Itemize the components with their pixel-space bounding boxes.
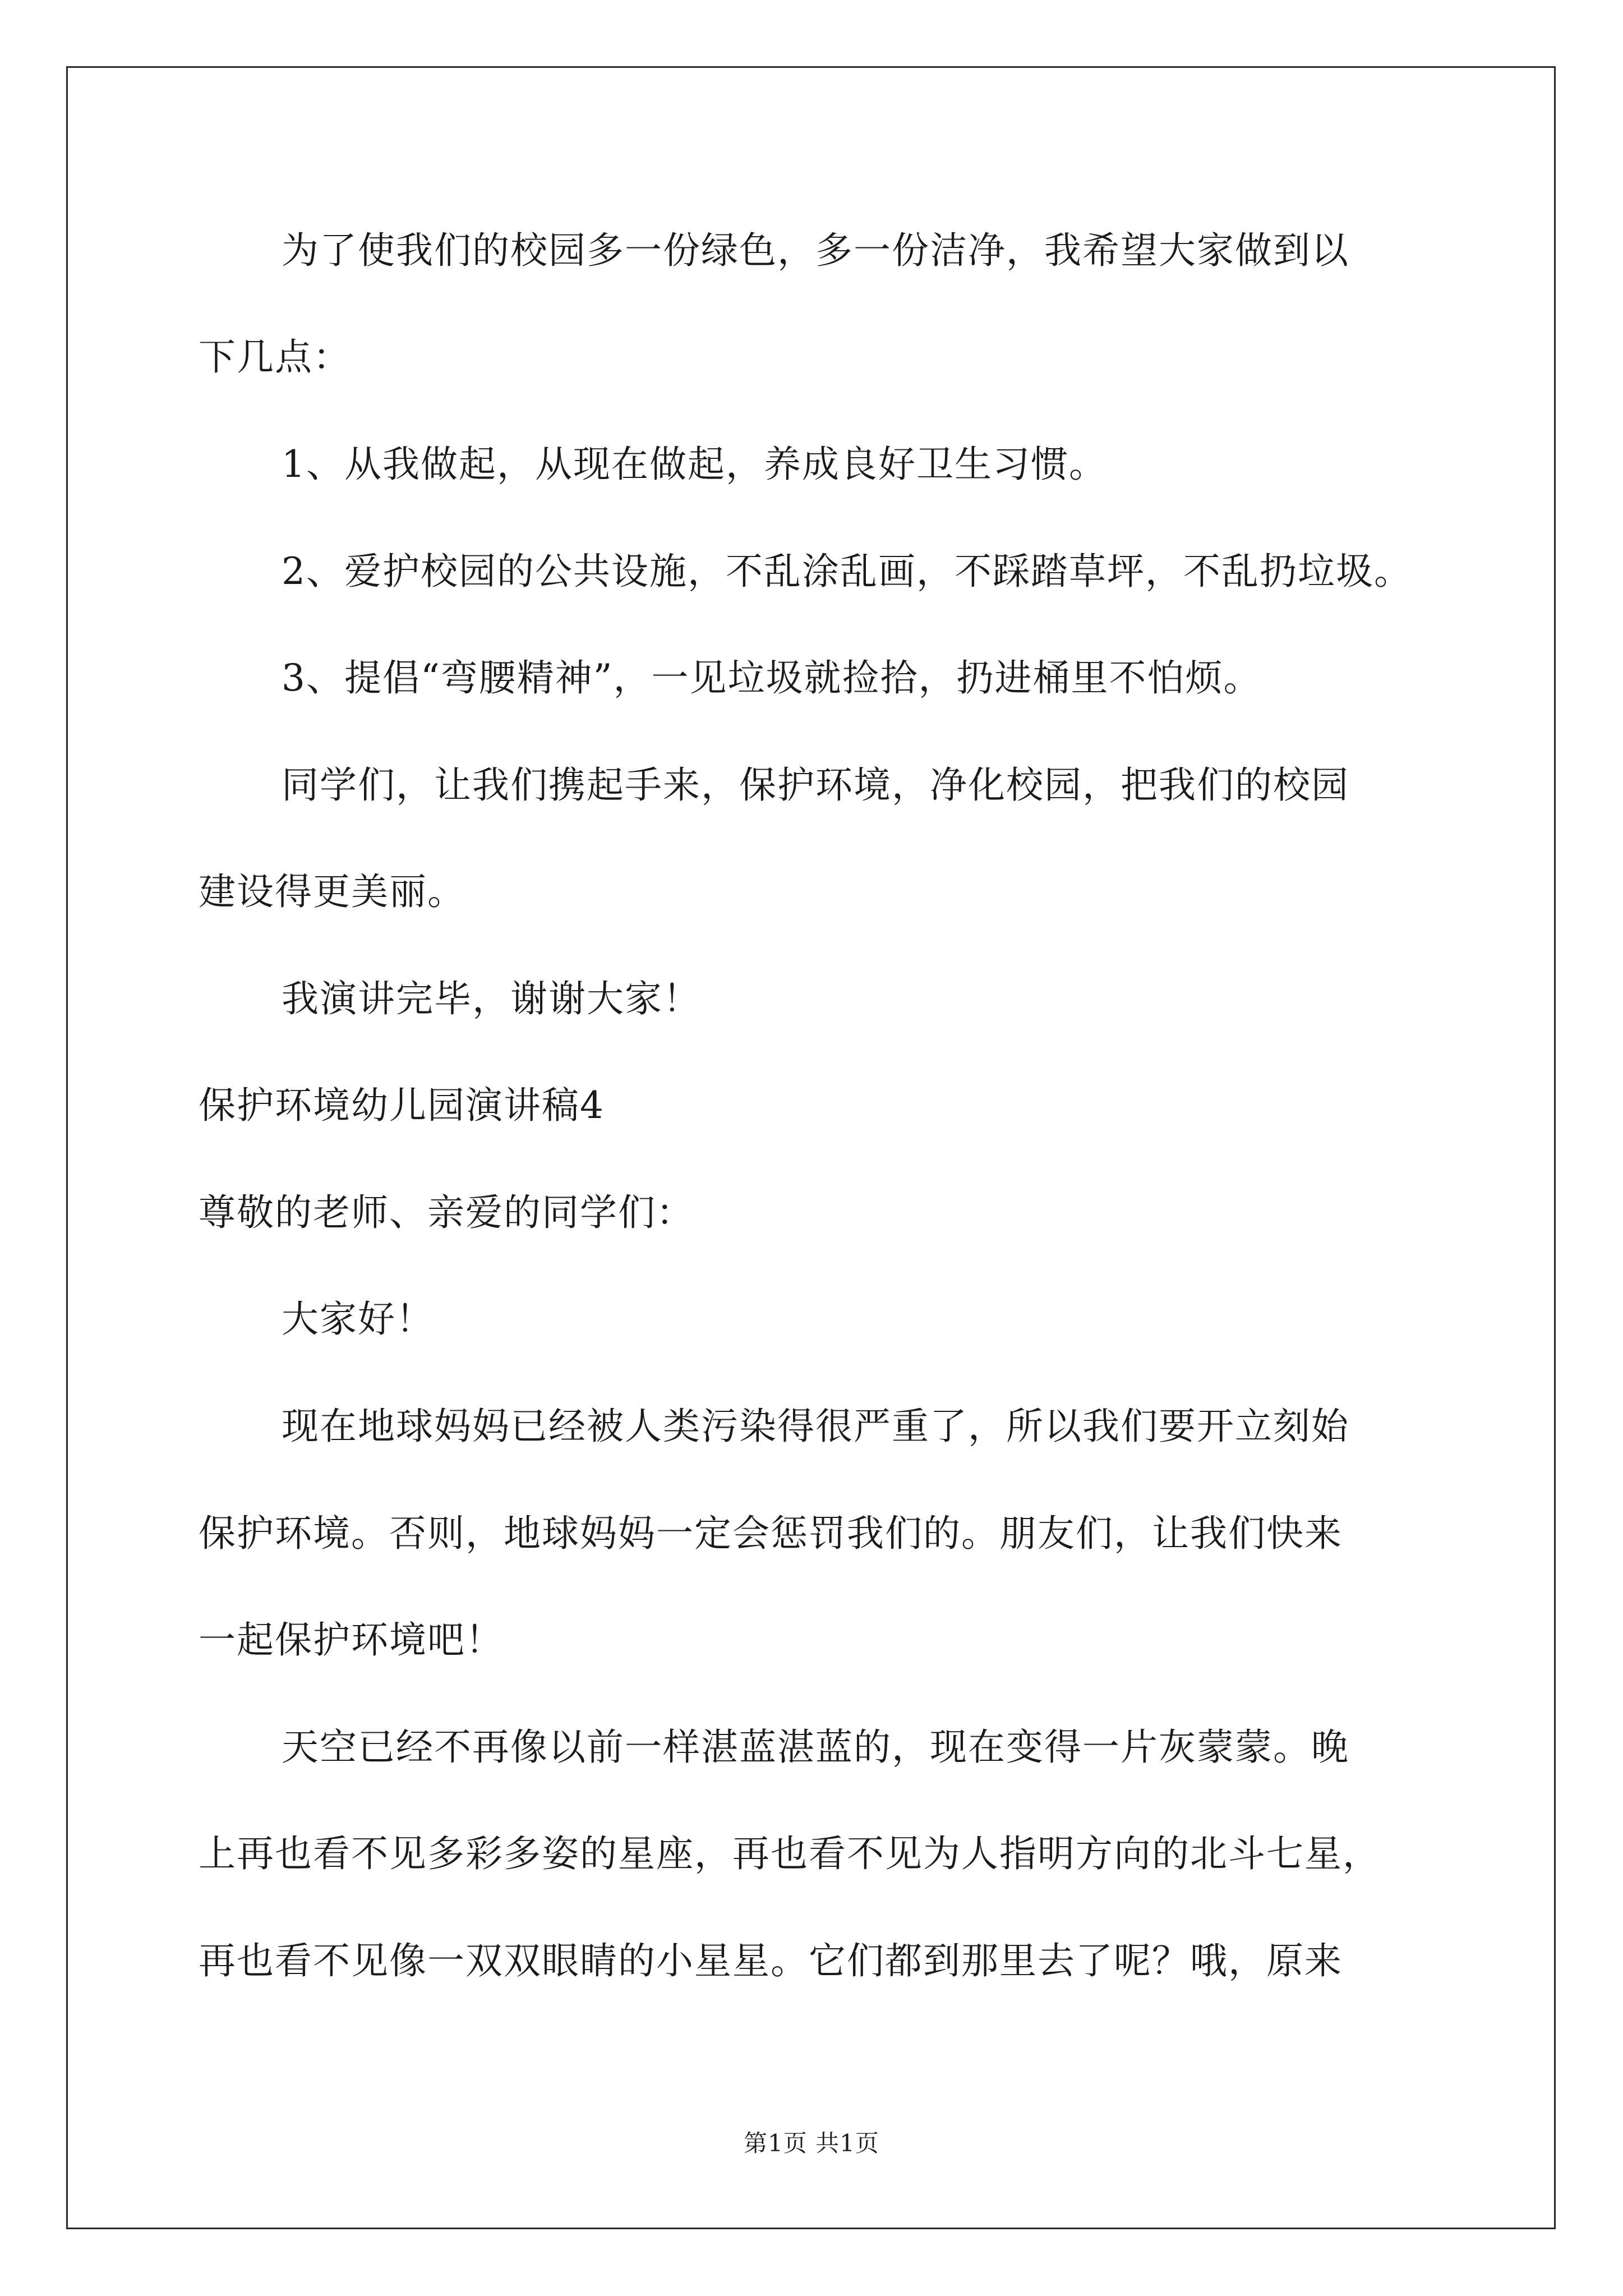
paragraph-line: 一起保护环境吧！: [199, 1618, 504, 1662]
paragraph-line: 上再也看不见多彩多姿的星座，再也看不见为人指明方向的北斗七星，: [199, 1832, 1381, 1875]
page-border: [66, 66, 1556, 2229]
paragraph-line: 同学们，让我们携起手来，保护环境，净化校园，把我们的校园: [282, 763, 1349, 807]
paragraph-line: 下几点：: [199, 335, 351, 379]
paragraph-line: 为了使我们的校园多一份绿色，多一份洁净，我希望大家做到以: [282, 229, 1349, 272]
list-item-3: 3、提倡“弯腰精神”，一见垃圾就捡拾，扔进桶里不怕烦。: [282, 656, 1262, 700]
paragraph-line: 现在地球妈妈已经被人类污染得很严重了，所以我们要开立刻始: [282, 1405, 1349, 1448]
section-title: 保护环境幼儿园演讲稿4: [199, 1084, 605, 1127]
list-item-2: 2、爱护校园的公共设施，不乱涂乱画，不踩踏草坪，不乱扔垃圾。: [282, 550, 1412, 593]
closing-line: 我演讲完毕，谢谢大家！: [282, 977, 701, 1020]
salutation: 尊敬的老师、亲爱的同学们：: [199, 1191, 694, 1234]
paragraph-line: 建设得更美丽。: [199, 870, 465, 913]
list-item-1: 1、从我做起，从现在做起，养成良好卫生习惯。: [282, 443, 1107, 486]
greeting: 大家好！: [282, 1297, 434, 1341]
paragraph-line: 天空已经不再像以前一样湛蓝湛蓝的，现在变得一片灰蒙蒙。晚: [282, 1726, 1349, 1769]
page-footer: 第1页 共1页: [744, 2129, 879, 2157]
paragraph-line: 再也看不见像一双双眼睛的小星星。它们都到那里去了呢？哦，原来: [199, 1939, 1343, 1982]
paragraph-line: 保护环境。否则，地球妈妈一定会惩罚我们的。朋友们，让我们快来: [199, 1512, 1343, 1555]
